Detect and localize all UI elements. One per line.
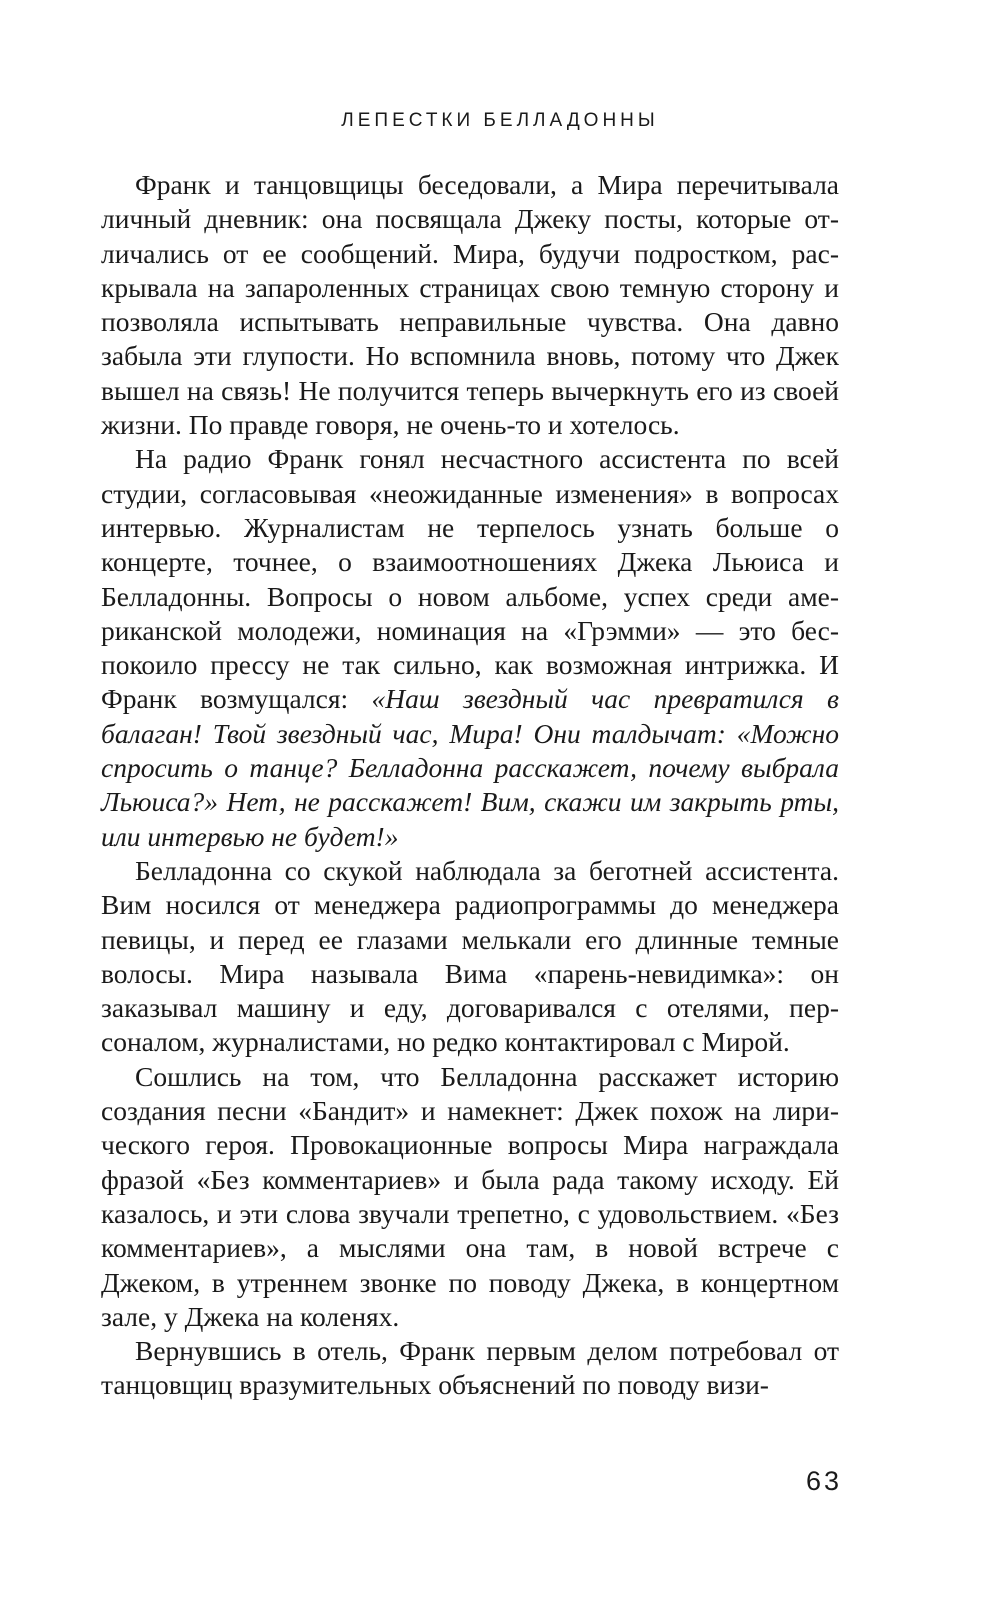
paragraph-2-italic-quote: «Наш звездный час превратился в балаган! Твой звездный час, Мира! Они талдычат: «Можно спросить о танце? Белладонна расскажет, почему выбрала Льюиса?» Нет, не расскажет! Вим, скажи им закрыть рты, или интервью не будет!» <box>101 683 839 852</box>
paragraph-3: Белладонна со скукой наблюдала за беготней ассистента. Вим носился от менеджера радиопрограммы до менеджера певицы, и перед ее глазами мелькали его длинные темные волосы. Мира называла Вима «парень-невидимка»: он заказывал машину и еду, договаривался с отелями, персоналом, журналистами, но редко контактировал с Мирой. <box>101 854 839 1058</box>
paragraph-1: Франк и танцовщицы беседовали, а Мира перечитывала личный дневник: она посвящала Джеку посты, которые отличались от ее сообщений. Мира, будучи подростком, раскрывала на запароленных страницах свою темную сторону и позволяла испытывать неправильные чувства. Она давно забыла эти глупости. Но вспомнила вновь, потому что Джек вышел на связь! Не получится теперь вычеркнуть его из своей жизни. По правде говоря, не очень-то и хотелось. <box>101 169 839 441</box>
paragraph-4: Сошлись на том, что Белладонна расскажет историю создания песни «Бандит» и намекнет: Джек похож на лирического героя. Провокационные вопросы Мира награждала фразой «Без комментариев» и была рада такому исходу. Ей казалось, и эти слова звучали трепетно, с удовольствием. «Без комментариев», а мыслями она там, в новой встрече с Джеком, в утреннем звонке по поводу Джека, в концертном зале, у Джека на коленях. <box>101 1060 839 1332</box>
running-head-title: ЛЕПЕСТКИ БЕЛЛАДОННЫ <box>341 110 659 131</box>
page-number: 63 <box>805 1466 842 1496</box>
paragraph-2 <box>101 442 839 854</box>
paragraph-5: Вернувшись в отель, Франк первым делом потребовал от танцовщиц вразумительных объяснений по поводу визи- <box>101 1335 839 1401</box>
paragraph-2-text: На радио Франк гонял несчастного ассистента по всей студии, согласовывая «неожиданные изменения» в вопросах интервью. Журналистам не терпелось узнать больше о концерте, точнее, о взаимоотношениях Джека Льюиса и Белладонны. Вопросы о новом альбоме, успех среди американской молодежи, номинация на «Грэмми» — это беспокоило прессу не так сильно, как возможная интрижка. И Франк возмущался: <box>101 443 839 715</box>
body-text <box>101 168 839 1403</box>
